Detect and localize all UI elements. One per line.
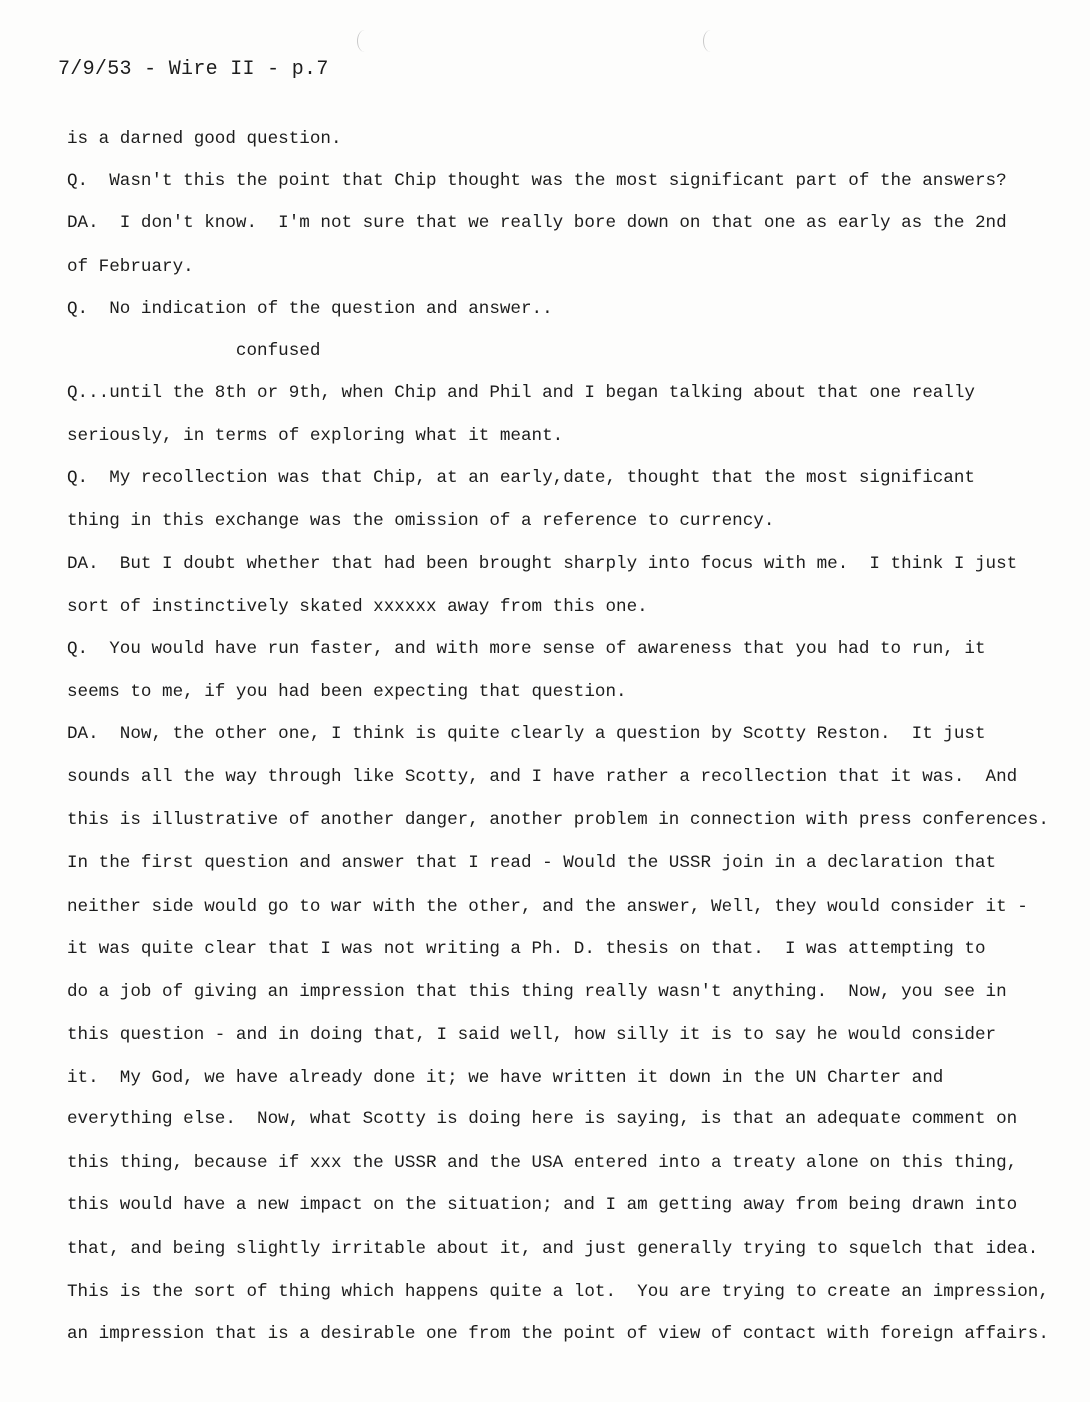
text-line: sounds all the way through like Scotty, and I have rather a recollection that it was. And bbox=[67, 767, 1018, 787]
text-line: do a job of giving an impression that this thing really wasn't anything. Now, you see in bbox=[67, 982, 1007, 1002]
text-line: thing in this exchange was the omission of a reference to currency. bbox=[67, 511, 775, 531]
text-line: of February. bbox=[67, 257, 194, 277]
punch-hole-mark bbox=[703, 30, 718, 52]
text-line: this question - and in doing that, I said well, how silly it is to say he would consider bbox=[67, 1025, 997, 1045]
text-line: In the first question and answer that I read - Would the USSR join in a declaration that bbox=[67, 853, 997, 873]
text-line: This is the sort of thing which happens quite a lot. You are trying to create an impression, bbox=[67, 1282, 1049, 1302]
text-line: this would have a new impact on the situation; and I am getting away from being drawn into bbox=[67, 1195, 1018, 1215]
text-line: DA. I don't know. I'm not sure that we really bore down on that one as early as the 2nd bbox=[67, 213, 1007, 233]
text-line: is a darned good question. bbox=[67, 129, 342, 149]
text-line: seems to me, if you had been expecting that question. bbox=[67, 682, 627, 702]
text-line: DA. But I doubt whether that had been brought sharply into focus with me. I think I just bbox=[67, 554, 1018, 574]
text-line: Q. You would have run faster, and with more sense of awareness that you had to run, it bbox=[67, 639, 986, 659]
text-line: an impression that is a desirable one from the point of view of contact with foreign affairs. bbox=[67, 1324, 1049, 1344]
page-header: 7/9/53 - Wire II - p.7 bbox=[58, 58, 329, 81]
text-line: it was quite clear that I was not writing a Ph. D. thesis on that. I was attempting to bbox=[67, 939, 986, 959]
text-line: Q. Wasn't this the point that Chip thought was the most significant part of the answers? bbox=[67, 171, 1007, 191]
text-line: it. My God, we have already done it; we have written it down in the UN Charter and bbox=[67, 1068, 944, 1088]
text-line: confused bbox=[67, 341, 321, 361]
text-line: this is illustrative of another danger, another problem in connection with press conferences. bbox=[67, 810, 1049, 830]
text-line: Q. My recollection was that Chip, at an early,date, thought that the most significant bbox=[67, 468, 975, 488]
text-line: sort of instinctively skated xxxxxx away from this one. bbox=[67, 597, 648, 617]
text-line: Q. No indication of the question and answer.. bbox=[67, 299, 553, 319]
text-line: Q...until the 8th or 9th, when Chip and Phil and I began talking about that one really bbox=[67, 383, 975, 403]
text-line: that, and being slightly irritable about it, and just generally trying to squelch that idea. bbox=[67, 1239, 1039, 1259]
punch-hole-mark bbox=[357, 30, 372, 52]
text-line: seriously, in terms of exploring what it meant. bbox=[67, 426, 564, 446]
text-line: this thing, because if xxx the USSR and the USA entered into a treaty alone on this thing, bbox=[67, 1153, 1018, 1173]
text-line: everything else. Now, what Scotty is doing here is saying, is that an adequate comment on bbox=[67, 1109, 1018, 1129]
text-line: DA. Now, the other one, I think is quite clearly a question by Scotty Reston. It just bbox=[67, 724, 986, 744]
text-line: neither side would go to war with the other, and the answer, Well, they would consider it - bbox=[67, 897, 1028, 917]
